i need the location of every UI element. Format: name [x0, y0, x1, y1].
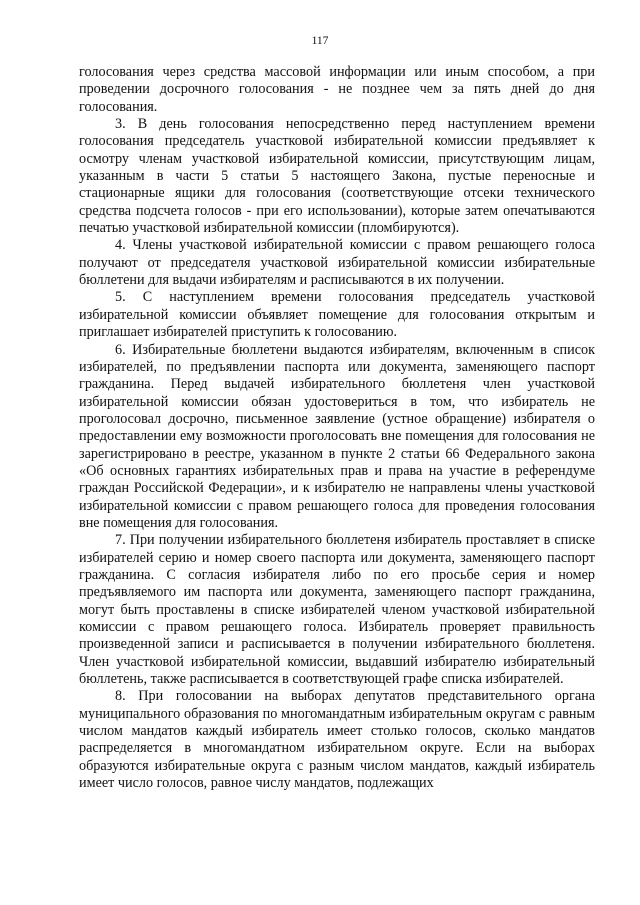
paragraph-8: 8. При голосовании на выборах депутатов представительного органа муниципального образования по многомандатным избирательным округам с равным числом мандатов каждый избиратель имеет столько голосов, сколько мандатов распределяется в многомандатном избирательном округе. Если на выборах образуются избирательные округа с разным числом мандатов, каждый избиратель имеет число голосов, равное числу мандатов, подлежащих: [79, 688, 595, 792]
page-number: 117: [311, 35, 329, 47]
paragraph-6: 6. Избирательные бюллетени выдаются избирателям, включенным в список избирателей, по предъявлении паспорта или документа, заменяющего паспорт гражданина. Перед выдачей избирательного бюллетеня член участковой избирательной комиссии обязан удостовериться в том, что избиратель не проголосовал досрочно, письменное заявление (устное обращение) избирателя о предоставлении ему возможности проголосовать вне помещения для голосования не зарегистрировано в реестре, указанном в пункте 2 статьи 66 Федерального закона «Об основных гарантиях избирательных прав и права на участие в референдуме граждан Российской Федерации», и к избирателю не направлены члены участковой избирательной комиссии с правом решающего голоса для проведения голосования вне помещения для голосования.: [79, 341, 595, 531]
paragraph-3: 3. В день голосования непосредственно перед наступлением времени голосования председатель участковой избирательной комиссии предъявляет к осмотру членам участковой избирательной комиссии, присутствующим лицам, указанным в части 5 статьи 5 настоящего Закона, пустые переносные и стационарные ящики для голосования (соответствующие отсеки технического средства подсчета голосов - при его использовании), которые затем опечатываются печатью участковой избирательной комиссии (пломбируются).: [79, 116, 595, 237]
document-body: [79, 64, 595, 792]
paragraph-7: 7. При получении избирательного бюллетеня избиратель проставляет в списке избирателей серию и номер своего паспорта или документа, заменяющего паспорт гражданина. С согласия избирателя либо по его просьбе серия и номер предъявляемого им паспорта или документа, заменяющего паспорт гражданина, могут быть проставлены в списке избирателей членом участковой избирательной комиссии с правом решающего голоса. Избиратель проверяет правильность произведенной записи и расписывается в получении избирательного бюллетеня. Член участковой избирательной комиссии, выдавший избирателю избирательный бюллетень, также расписывается в соответствующей графе списка избирателей.: [79, 532, 595, 688]
paragraph-5: 5. С наступлением времени голосования председатель участковой избирательной комиссии объявляет помещение для голосования открытым и приглашает избирателей приступить к голосованию.: [79, 289, 595, 341]
paragraph-continuation: голосования через средства массовой информации или иным способом, а при проведении досрочного голосования - не позднее чем за пять дней до дня голосования.: [79, 64, 595, 115]
paragraph-4: 4. Члены участковой избирательной комиссии с правом решающего голоса получают от председателя участковой избирательной комиссии избирательные бюллетени для выдачи избирателям и расписываются в их получении.: [79, 237, 595, 289]
